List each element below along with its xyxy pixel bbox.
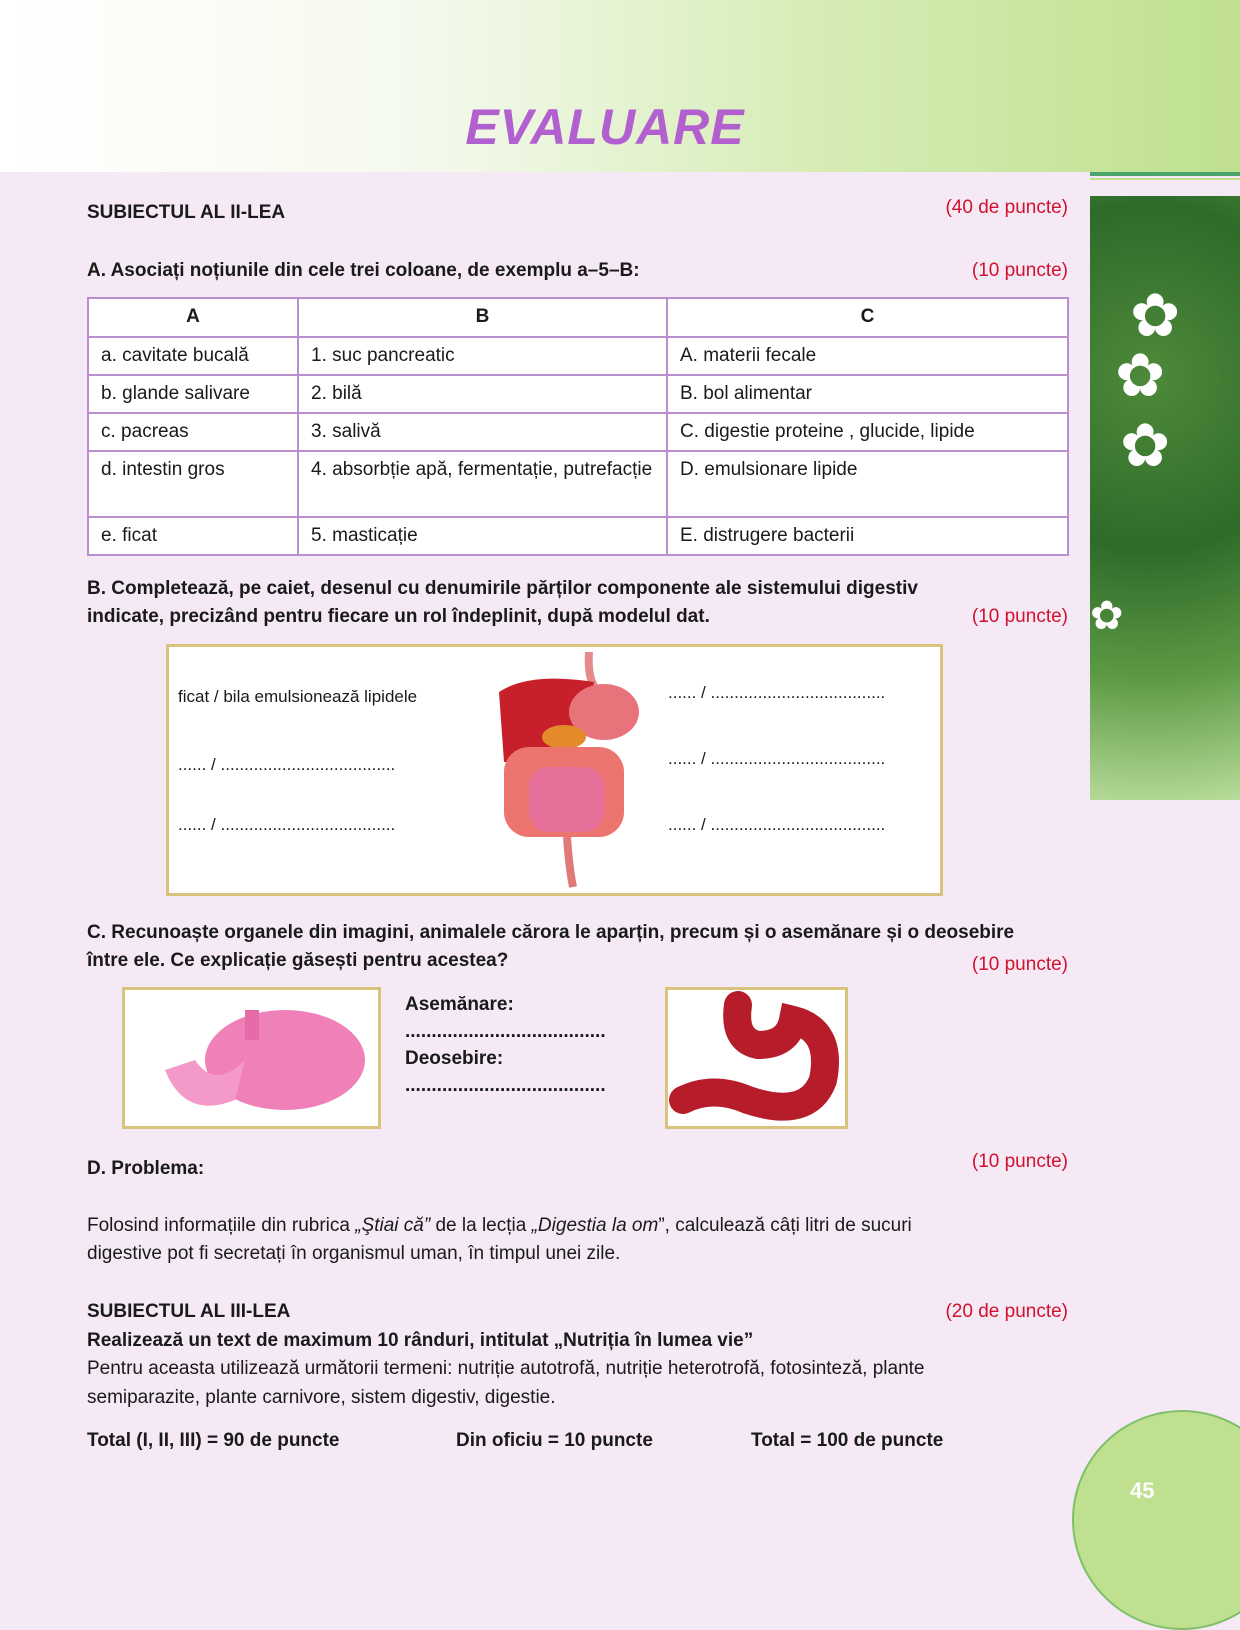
cell: a. cavitate bucală	[88, 337, 298, 375]
column-header: B	[298, 298, 667, 337]
question-b-line1: B. Completează, pe caiet, desenul cu denumirile părților componente ale sistemului digestiv	[87, 578, 918, 599]
page-number-badge	[1072, 1410, 1240, 1630]
official-points: Din oficiu = 10 puncte	[456, 1430, 653, 1451]
text: ”, calculează câți litri de sucuri	[658, 1215, 912, 1236]
points-label: (10 puncte)	[971, 1151, 1068, 1172]
points-label: (10 puncte)	[971, 606, 1068, 627]
question-d-text	[87, 1212, 912, 1240]
text: „Ştiai că”	[355, 1215, 431, 1236]
cell: D. emulsionare lipide	[667, 451, 1068, 517]
cell: 4. absorbție apă, fermentație, putrefacție	[298, 451, 667, 517]
table-row	[88, 451, 1068, 517]
ruminant-stomach-image	[122, 987, 381, 1129]
table-row	[88, 517, 1068, 555]
question-a-prompt: A. Asociați noțiunile din cele trei coloane, de exemplu a–5–B:	[87, 260, 640, 281]
grand-total: Total = 100 de puncte	[751, 1430, 944, 1451]
association-table	[87, 297, 1069, 556]
cell: E. distrugere bacterii	[667, 517, 1068, 555]
text: de la lecția	[430, 1215, 532, 1236]
cell: b. glande salivare	[88, 375, 298, 413]
points-label: (40 de puncte)	[945, 197, 1068, 218]
cell: 1. suc pancreatic	[298, 337, 667, 375]
text: „Digestia la om	[531, 1215, 659, 1236]
essay-instructions: Pentru aceasta utilizează următorii termeni: nutriție autotrofă, nutriție heterotrofă, fotosinteză, plante	[87, 1358, 925, 1379]
question-b-line2: indicate, precizând pentru fiecare un rol îndeplinit, după modelul dat.	[87, 606, 710, 627]
blank-label: ...... / .....................................	[668, 815, 886, 834]
cell: 5. masticație	[298, 517, 667, 555]
question-d-heading: D. Problema:	[87, 1158, 205, 1179]
text: Folosind informațiile din rubrica	[87, 1215, 356, 1236]
points-label: (10 puncte)	[971, 260, 1068, 281]
divider	[1090, 178, 1240, 180]
digestive-system-diagram-box	[166, 644, 943, 896]
section-heading: SUBIECTUL AL III-LEA	[87, 1301, 291, 1322]
cell: A. materii fecale	[667, 337, 1068, 375]
cell: 3. salivă	[298, 413, 667, 451]
column-header: C	[667, 298, 1068, 337]
page-title: EVALUARE	[465, 99, 745, 155]
cell: B. bol alimentar	[667, 375, 1068, 413]
digestive-system-illustration	[469, 652, 669, 892]
question-d-text-line2: digestive pot fi secretați în organismul uman, în timpul unei zile.	[87, 1243, 621, 1264]
blank-label: ...... / .....................................	[668, 683, 886, 702]
similarity-blank: ......................................	[405, 1021, 606, 1042]
essay-task: Realizează un text de maximum 10 rânduri, intitulat „Nutriția în lumea vie”	[87, 1330, 754, 1351]
table-row	[88, 413, 1068, 451]
similarity-label: Asemănare:	[405, 994, 514, 1015]
essay-instructions-line2: semiparazite, plante carnivore, sistem digestiv, digestie.	[87, 1387, 556, 1408]
total-score: Total (I, II, III) = 90 de puncte	[87, 1430, 340, 1451]
points-label: (20 de puncte)	[945, 1301, 1068, 1322]
question-c-line2: între ele. Ce explicație găsești pentru acestea?	[87, 950, 509, 971]
blank-label: ...... / .....................................	[668, 749, 886, 768]
difference-label: Deosebire:	[405, 1048, 504, 1069]
blank-label: ...... / .....................................	[178, 815, 396, 834]
column-header: A	[88, 298, 298, 337]
table-row	[88, 337, 1068, 375]
page-number: 45	[1130, 1478, 1155, 1503]
cell: d. intestin gros	[88, 451, 298, 517]
cell: C. digestie proteine , glucide, lipide	[667, 413, 1068, 451]
divider	[1090, 172, 1240, 176]
section-heading: SUBIECTUL AL II-LEA	[87, 202, 286, 223]
cell: 2. bilă	[298, 375, 667, 413]
cell: c. pacreas	[88, 413, 298, 451]
blank-label: ...... / .....................................	[178, 755, 396, 774]
example-label: ficat / bila emulsionează lipidele	[178, 687, 418, 706]
jasmine-flowers-image: ✿ ✿ ✿ ✿	[1090, 196, 1240, 800]
table-row	[88, 375, 1068, 413]
question-c-line1: C. Recunoaște organele din imagini, animalele cărora le aparțin, precum și o asemănare și o deosebire	[87, 922, 1015, 943]
points-label: (10 puncte)	[971, 954, 1068, 975]
table-header-row	[88, 298, 1068, 337]
human-stomach-image	[665, 987, 848, 1129]
difference-blank: ......................................	[405, 1075, 606, 1096]
cell: e. ficat	[88, 517, 298, 555]
